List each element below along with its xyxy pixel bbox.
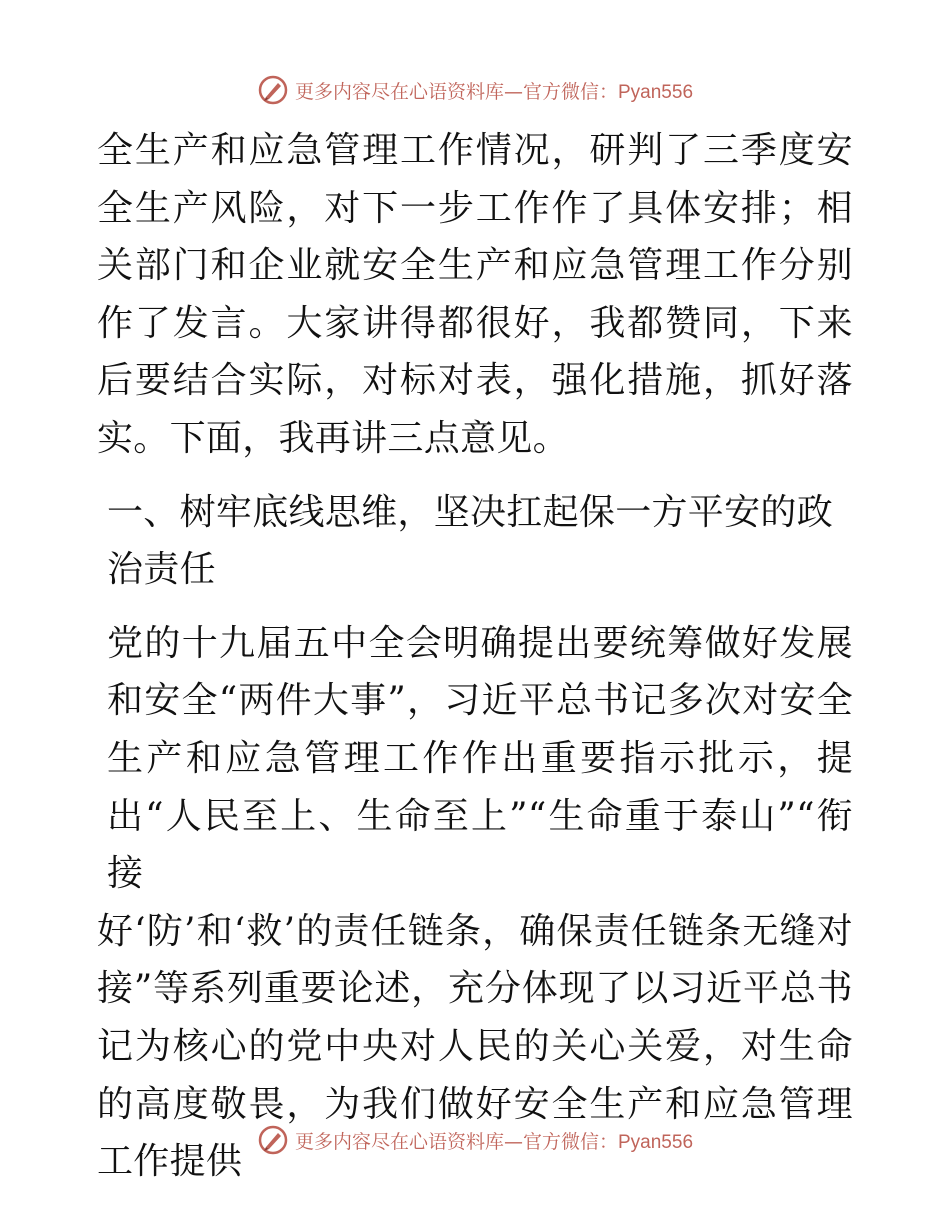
watermark-footer <box>0 1120 950 1160</box>
paragraph-section-1a: 党的十九届五中全会明确提出要统筹做好发展和安全“两件大事”，习近平总书记多次对安全生产和应急管理工作作出重要指示批示，提出“人民至上、生命至上”“生命重于泰山”“衔接 <box>107 622 853 895</box>
watermark-text: 更多内容尽在心语资料库—官方微信：Pyan556 <box>294 1130 694 1153</box>
paragraph-intro: 全生产和应急管理工作情况，研判了三季度安全生产风险，对下一步工作作了具体安排；相关部门和企业就安全生产和应急管理工作分别作了发言。大家讲得都很好，我都赞同，下来后要结合实际，对标对表，强化措施，抓好落实。下面，我再讲三点意见。 <box>97 130 853 459</box>
paragraph-section-1b: 好‘防’和‘救’的责任链条，确保责任链条无缝对接”等系列重要论述，充分体现了以习近平总书记为核心的党中央对人民的关心关爱，对生命的高度敬畏，为我们做好安全生产和应急管理工作提供 <box>97 910 853 1183</box>
pen-logo-icon <box>257 74 289 106</box>
pen-logo-icon <box>257 1124 289 1156</box>
watermark-header <box>0 70 950 110</box>
section-heading-1: 一、树牢底线思维，坚决扛起保一方平安的政治责任 <box>107 491 834 591</box>
document-body <box>97 122 853 1191</box>
watermark-text: 更多内容尽在心语资料库—官方微信：Pyan556 <box>294 80 694 103</box>
